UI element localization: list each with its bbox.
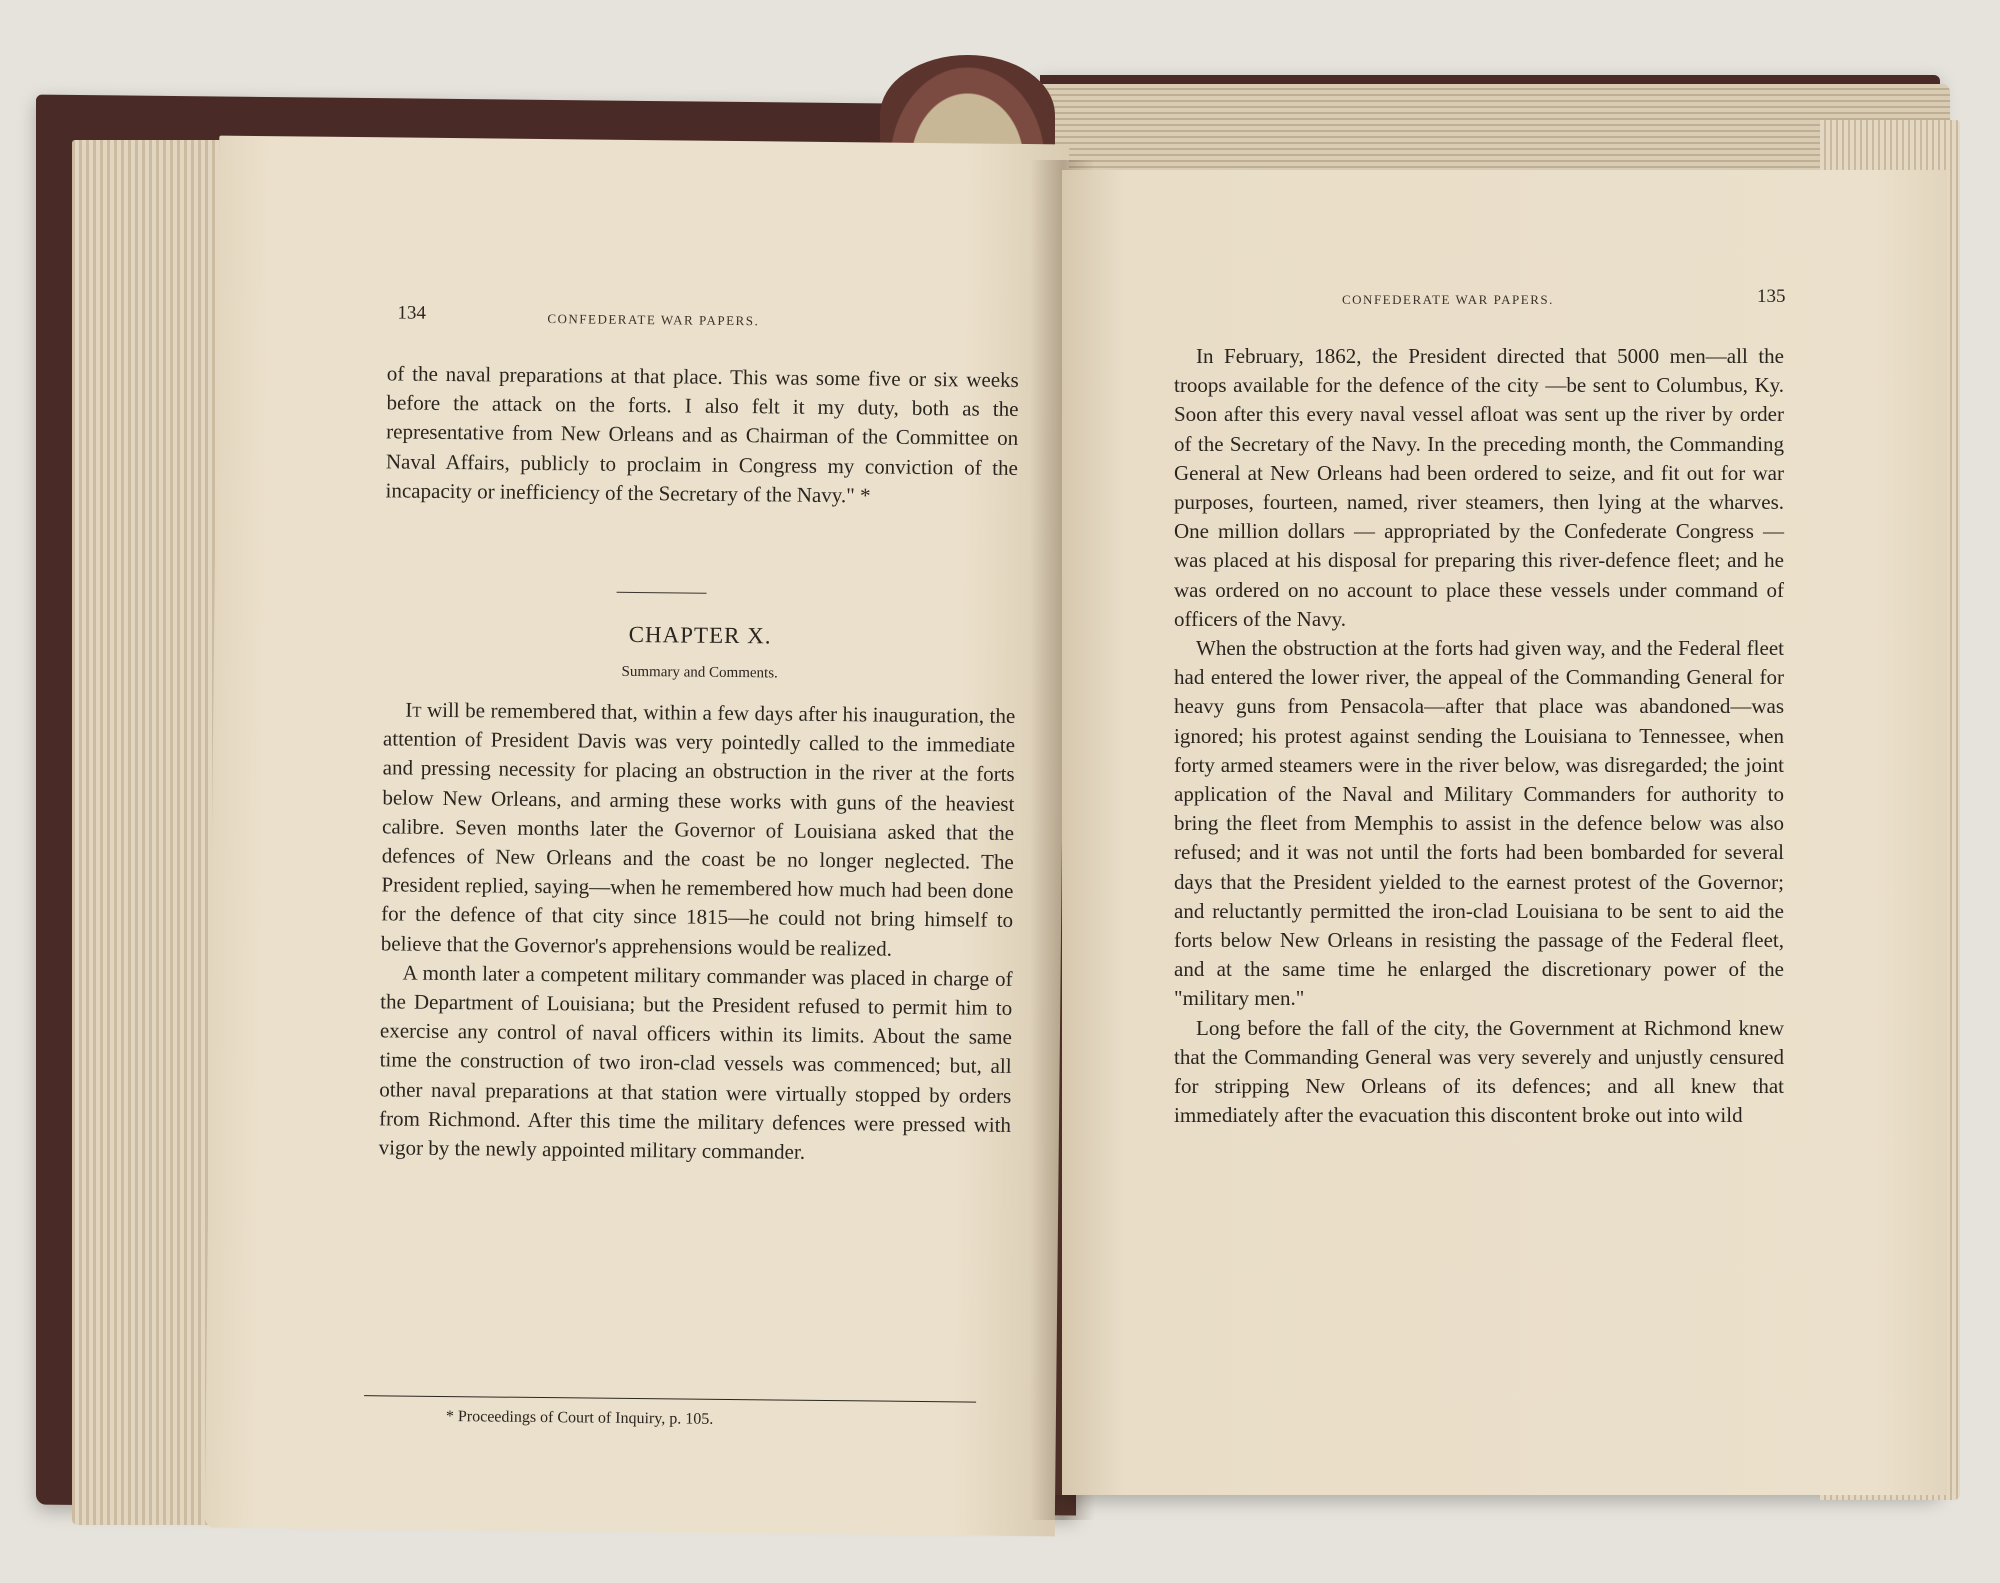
- chapter-paragraph-1-text: will be remembered that, within a few days after his inauguration, the attention of President Davis was very pointedly called to the immediate and pressing necessity for placing an obstruction in the river at the forts below New Orleans, and arming these works with guns of the heaviest calibre. Seven months later the Governor of Louisiana asked that the defences of New Orleans and the coast be no longer neglected. The President replied, saying—when he remembered how much had been done for the defence of that city since 1815—he could not bring himself to believe that the Governor's apprehensions would be realized.: [380, 697, 1016, 961]
- right-paragraph-2: When the obstruction at the forts had given way, and the Federal fleet had entered the lower river, the appeal of the Commanding General for heavy guns from Pensacola—after that place was abandoned—was ignored; his protest against sending the Louisiana to Tennessee, when forty armed steamers were in the river below, was disregarded; the joint application of the Naval and Military Commanders for authority to bring the fleet from Memphis to assist in the defence below was also refused; and it was not until the forts had been bombarded for several days that the President yielded to the earnest protest of the Governor; and reluctantly permitted the iron-clad Louisiana to be sent to aid the forts below New Orleans in resisting the passage of the Federal fleet, and at the same time he enlarged the discretionary power of the "military men.": [1174, 636, 1784, 1011]
- right-body-text: [1174, 342, 1784, 1130]
- right-page-number: 135: [1757, 286, 1786, 307]
- left-running-head: CONFEDERATE WAR PAPERS.: [547, 311, 760, 329]
- chapter-subtitle: Summary and Comments.: [621, 663, 778, 682]
- right-running-head: CONFEDERATE WAR PAPERS.: [1342, 292, 1554, 307]
- right-page: [1062, 170, 1947, 1495]
- right-paragraph-3: Long before the fall of the city, the Government at Richmond knew that the Commanding General was very severely and unjustly censured for stripping New Orleans of its defences; and all knew that immediately after the evacuation this discontent broke out into wild: [1174, 1015, 1784, 1128]
- left-paragraph: of the naval preparations at that place. This was some five or six weeks before the attack on the forts. I also felt it my duty, both as the representative from New Orleans and as Chairman of the Committee on Naval Affairs, publicly to proclaim in Congress my conviction of the incapacity or inefficiency of the Secretary of the Navy." *: [385, 361, 1019, 508]
- footnote: * Proceedings of Court of Inquiry, p. 105.: [445, 1408, 714, 1428]
- page-edges-top-right: [1030, 84, 1950, 176]
- section-divider: [617, 592, 707, 594]
- left-continuation-text: [385, 359, 1018, 512]
- chapter-body-text: [379, 695, 1016, 1169]
- left-page-number: 134: [397, 302, 427, 324]
- chapter-paragraph-2: A month later a competent military commander was placed in charge of the Department of Louisiana; but the President refused to permit him to exercise any control of naval officers within its limits. About the same time the construction of two iron-clad vessels was commenced; but, all other naval preparations at that station were virtually stopped by orders from Richmond. After this time the military defences were pressed with vigor by the newly appointed military commander.: [378, 960, 1013, 1164]
- footnote-rule: [364, 1395, 976, 1402]
- right-paragraph-1: In February, 1862, the President directed that 5000 men—all the troops available for the defence of the city —be sent to Columbus, Ky. Soon after this every naval vessel afloat was sent up the river by order of the Secretary of the Navy. In the preceding month, the Commanding General at New Orleans had been ordered to seize, and fit out for war purposes, fourteen, named, river steamers, then lying at the wharves. One million dollars — appropriated by the Confederate Congress — was placed at his disposal for preparing this river-defence fleet; and he was ordered on no account to place these vessels under command of officers of the Navy.: [1174, 344, 1784, 631]
- chapter-paragraph-1: [381, 695, 1016, 964]
- left-page: [205, 136, 1070, 1537]
- chapter-title: CHAPTER X.: [628, 621, 772, 649]
- chapter-first-word: It: [405, 697, 422, 722]
